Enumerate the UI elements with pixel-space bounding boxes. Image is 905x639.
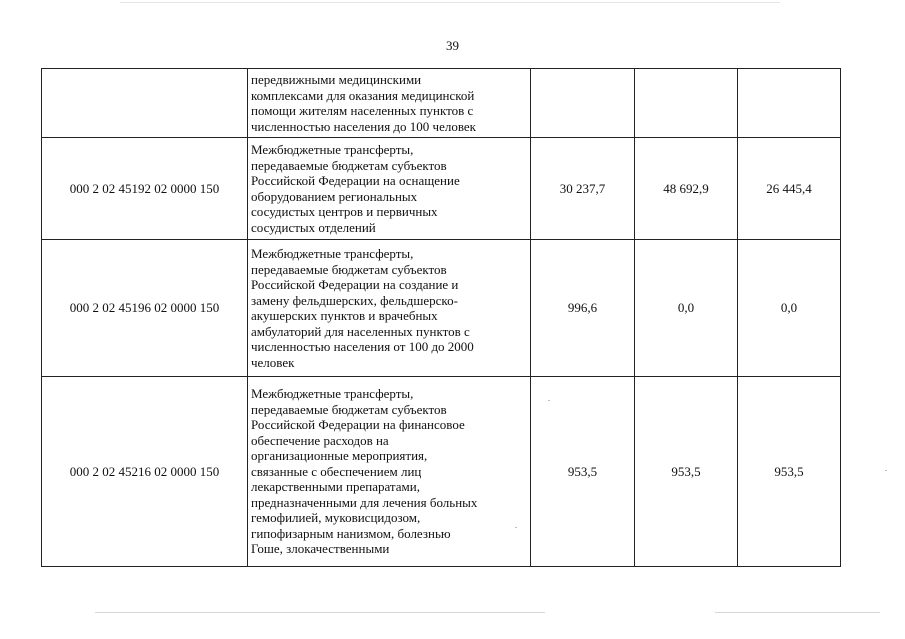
description-line: передаваемые бюджетам субъектов (251, 261, 447, 277)
description-line: человек (251, 354, 295, 370)
description-line: передаваемые бюджетам субъектов (251, 157, 447, 173)
description-line: Российской Федерации на оснащение (251, 173, 460, 188)
value-cell-3: 0,0 (738, 240, 841, 377)
table-body (42, 69, 841, 567)
table-row (42, 377, 841, 567)
scan-speck (515, 527, 517, 528)
value-cell-1: 30 237,7 (531, 138, 635, 240)
scan-artifact-bottom (715, 612, 880, 613)
description-cell (248, 240, 531, 377)
budget-code-cell: 000 2 02 45196 02 0000 150 (42, 240, 248, 377)
value-cell-3 (738, 69, 841, 138)
description-line: обеспечение расходов на (251, 432, 389, 448)
budget-table (41, 68, 841, 567)
description-line: передвижными медицинскими (251, 72, 422, 87)
value-cell-1 (531, 69, 635, 138)
description-line: сосудистых центров и первичных (251, 204, 438, 219)
description-line: Гоше, злокачественными (251, 541, 390, 557)
value-cell-1: 953,5 (531, 377, 635, 567)
description-line: Межбюджетные трансферты, (251, 246, 414, 261)
description-line: Российской Федерации на создание и (251, 277, 459, 292)
description-line: численностью населения до 100 человек (251, 118, 476, 134)
value-cell-1: 996,6 (531, 240, 635, 377)
description-line: сосудистых отделений (251, 219, 376, 235)
description-line: оборудованием региональных (251, 188, 418, 204)
description-cell (248, 138, 531, 240)
description-line: численностью населения от 100 до 2000 (251, 339, 474, 354)
value-cell-3: 26 445,4 (738, 138, 841, 240)
description-line: комплексами для оказания медицинской (251, 87, 475, 103)
description-line: Российской Федерации на финансовое (251, 417, 465, 433)
description-line: помощи жителям населенных пунктов с (251, 103, 474, 118)
budget-code-cell (42, 69, 248, 138)
description-line: передаваемые бюджетам субъектов (251, 401, 447, 417)
description-cell (248, 377, 531, 567)
value-cell-2: 0,0 (635, 240, 738, 377)
value-cell-2: 953,5 (635, 377, 738, 567)
table-row (42, 138, 841, 240)
budget-code-cell: 000 2 02 45216 02 0000 150 (42, 377, 248, 567)
value-cell-2 (635, 69, 738, 138)
description-line: организационные мероприятия, (251, 448, 428, 464)
table-row (42, 240, 841, 377)
table-row (42, 69, 841, 138)
description-line: Межбюджетные трансферты, (251, 386, 414, 402)
description-line: замену фельдшерских, фельдшерско- (251, 292, 458, 308)
scan-artifact-bottom (95, 612, 545, 613)
description-line: гемофилией, муковисцидозом, (251, 510, 421, 526)
description-line: гипофизарным нанизмом, болезнью (251, 525, 451, 541)
scan-speck (548, 400, 550, 401)
page-number: 39 (446, 38, 459, 53)
description-line: акушерских пунктов и врачебных (251, 308, 438, 323)
description-line: связанные с обеспечением лиц (251, 463, 422, 479)
value-cell-3: 953,5 (738, 377, 841, 567)
scan-speck (885, 470, 887, 471)
value-cell-2: 48 692,9 (635, 138, 738, 240)
scan-artifact-top (120, 2, 780, 3)
description-cell (248, 69, 531, 138)
description-line: амбулаторий для населенных пунктов с (251, 323, 470, 339)
budget-code-cell: 000 2 02 45192 02 0000 150 (42, 138, 248, 240)
description-line: предназначенными для лечения больных (251, 494, 478, 510)
description-line: лекарственными препаратами, (251, 479, 420, 495)
description-line: Межбюджетные трансферты, (251, 142, 414, 157)
